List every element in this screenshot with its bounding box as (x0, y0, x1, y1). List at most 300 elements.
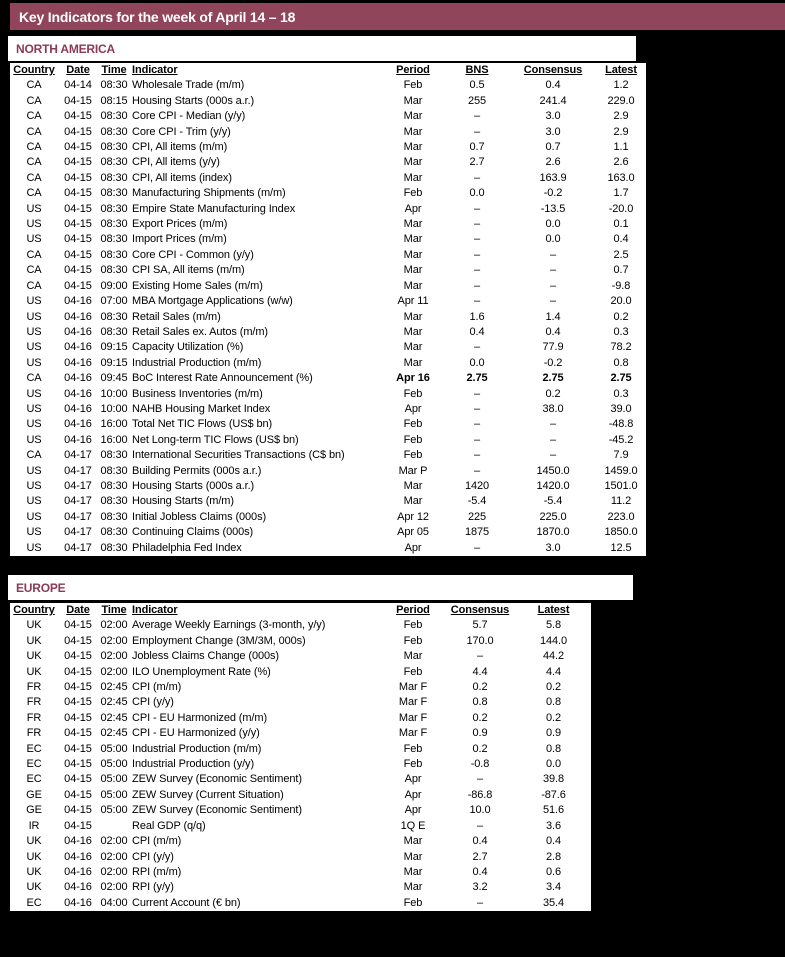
cell-bns: 1.6 (469, 310, 485, 323)
cell-indicator: RPI (m/m) (132, 865, 182, 878)
cell-consensus: 0.9 (472, 727, 488, 740)
table-row (10, 788, 591, 803)
cell-country: US (26, 541, 42, 554)
cell-bns: – (473, 233, 481, 246)
cell-indicator: ZEW Survey (Economic Sentiment) (132, 773, 302, 786)
column-header-label: Date (66, 64, 90, 76)
cell-date: 04-15 (64, 758, 92, 771)
cell-indicator: CPI (m/m) (132, 681, 182, 694)
cell-period: Mar F (398, 711, 428, 724)
cell-date: 04-17 (64, 464, 92, 477)
cell-period: Feb (403, 79, 423, 92)
cell-bns: – (473, 433, 481, 446)
cell-consensus: 77.9 (542, 341, 564, 354)
cell-indicator: CPI (m/m) (132, 835, 182, 848)
cell-latest: 229.0 (607, 94, 635, 107)
cell-country: US (26, 433, 42, 446)
cell-time: 08:30 (100, 495, 128, 508)
table-row (10, 510, 646, 525)
cell-time: 10:00 (100, 402, 128, 415)
cell-country: UK (26, 835, 42, 848)
table-row (10, 834, 591, 849)
cell-period: Mar (403, 233, 423, 246)
cell-country: US (26, 526, 42, 539)
cell-date: 04-16 (64, 310, 92, 323)
cell-latest: 0.8 (546, 696, 561, 709)
cell-date: 04-15 (64, 94, 92, 107)
table-row (10, 125, 646, 140)
cell-time: 08:30 (100, 218, 128, 231)
column-header-date (58, 63, 98, 78)
column-header-label: Time (101, 64, 127, 76)
cell-date: 04-15 (64, 727, 92, 740)
cell-latest: 0.8 (613, 356, 629, 369)
table-row (10, 310, 646, 325)
cell-date: 04-16 (64, 356, 92, 369)
cell-country: UK (26, 881, 42, 894)
cell-country: US (26, 356, 42, 369)
cell-time: 02:45 (100, 681, 128, 694)
cell-latest: 0.3 (613, 387, 629, 400)
cell-country: EC (26, 896, 42, 909)
cell-indicator: Industrial Production (m/m) (132, 356, 262, 369)
cell-period: Mar F (398, 727, 428, 740)
header-row (10, 63, 646, 78)
cell-period: Apr (404, 788, 422, 801)
cell-indicator: CPI - EU Harmonized (m/m) (132, 711, 268, 724)
cell-time: 02:00 (100, 634, 128, 647)
cell-time: 02:00 (100, 835, 128, 848)
cell-indicator: Initial Jobless Claims (000s) (132, 510, 267, 523)
cell-consensus: 3.2 (472, 881, 488, 894)
column-header-label: Latest (605, 64, 637, 76)
cell-latest: 1.2 (613, 79, 629, 92)
cell-country: CA (26, 171, 42, 184)
cell-consensus: 170.0 (466, 634, 494, 647)
cell-time: 08:30 (100, 479, 128, 492)
cell-period: Feb (403, 418, 423, 431)
cell-consensus: 0.8 (472, 696, 488, 709)
table-row (10, 865, 591, 880)
table-row (10, 757, 591, 772)
table-row (10, 742, 591, 757)
cell-period: Mar F (398, 696, 428, 709)
cell-time: 08:30 (100, 125, 128, 138)
cell-time: 02:45 (100, 696, 128, 709)
cell-bns: 0.0 (469, 187, 485, 200)
cell-period: Mar (403, 325, 423, 338)
cell-bns: – (473, 295, 481, 308)
cell-latest: 35.4 (542, 896, 564, 909)
cell-consensus: -0.8 (470, 758, 490, 771)
table-row (10, 494, 646, 509)
cell-country: CA (26, 110, 42, 123)
cell-consensus: 0.4 (545, 325, 561, 338)
cell-period: Feb (403, 433, 423, 446)
cell-period: Mar (403, 141, 423, 154)
cell-date: 04-16 (64, 418, 92, 431)
cell-bns: 2.75 (466, 372, 488, 385)
cell-indicator: Core CPI - Median (y/y) (132, 110, 246, 123)
cell-country: GE (26, 804, 42, 817)
table-row (10, 402, 646, 417)
cell-indicator: Philadelphia Fed Index (132, 541, 242, 554)
cell-period: Mar (403, 125, 423, 138)
cell-time: 08:30 (100, 141, 128, 154)
cell-latest: 39.0 (610, 402, 632, 415)
cell-country: US (26, 325, 42, 338)
cell-time: 08:30 (100, 202, 128, 215)
cell-indicator: Empire State Manufacturing Index (132, 202, 296, 215)
cell-country: US (26, 233, 42, 246)
cell-consensus: 2.6 (545, 156, 561, 169)
cell-indicator: CPI (y/y) (132, 850, 174, 863)
table-row (10, 202, 646, 217)
cell-latest: 144.0 (539, 634, 568, 647)
column-header-period (382, 63, 444, 78)
column-header-label: Period (396, 604, 430, 616)
table-row (10, 294, 646, 309)
cell-latest: 1.7 (613, 187, 629, 200)
table-row (10, 78, 646, 93)
cell-consensus: 3.0 (545, 110, 561, 123)
cell-country: CA (26, 449, 42, 462)
cell-indicator: Core CPI - Trim (y/y) (132, 125, 231, 138)
cell-bns: – (473, 449, 481, 462)
cell-consensus: 3.0 (545, 541, 561, 554)
cell-bns: – (473, 464, 481, 477)
cell-period: Mar (403, 279, 423, 292)
column-header-label: Country (13, 604, 55, 616)
cell-latest: 1501.0 (604, 479, 638, 492)
column-header-label: Date (66, 604, 90, 616)
cell-date: 04-15 (64, 218, 92, 231)
cell-latest: -87.6 (541, 788, 566, 801)
cell-bns: 0.0 (469, 356, 485, 369)
cell-date: 04-15 (64, 233, 92, 246)
cell-country: US (26, 295, 42, 308)
cell-indicator: CPI - EU Harmonized (y/y) (132, 727, 260, 740)
cell-time: 08:30 (100, 187, 128, 200)
cell-date: 04-17 (64, 479, 92, 492)
cell-date: 04-16 (64, 896, 92, 909)
cell-time: 02:00 (100, 650, 128, 663)
cell-time: 07:00 (100, 295, 128, 308)
cell-date: 04-16 (64, 850, 92, 863)
section-title-europe: EUROPE (16, 580, 66, 595)
cell-date: 04-15 (64, 711, 92, 724)
table-row (10, 325, 646, 340)
cell-indicator: NAHB Housing Market Index (132, 402, 271, 415)
cell-country: EC (26, 773, 42, 786)
cell-date: 04-17 (64, 495, 92, 508)
cell-country: FR (26, 681, 42, 694)
cell-period: Feb (403, 665, 423, 678)
column-header-label: Period (396, 64, 430, 76)
cell-latest: 78.2 (610, 341, 632, 354)
cell-date: 04-15 (64, 171, 92, 184)
cell-latest: 1.1 (613, 141, 629, 154)
cell-consensus: 0.2 (472, 742, 488, 755)
cell-consensus: – (549, 449, 557, 462)
cell-date: 04-15 (64, 819, 92, 832)
cell-period: Apr (404, 402, 422, 415)
cell-country: US (26, 402, 42, 415)
cell-indicator: Core CPI - Common (y/y) (132, 248, 254, 261)
cell-consensus: – (549, 279, 557, 292)
cell-time: 02:00 (100, 619, 128, 632)
cell-time: 05:00 (100, 804, 128, 817)
cell-bns: – (473, 218, 481, 231)
cell-consensus: 0.0 (545, 233, 561, 246)
page-title: Key Indicators for the week of April 14 – 18 (19, 8, 296, 25)
cell-consensus: – (476, 896, 484, 909)
cell-date: 04-15 (64, 279, 92, 292)
cell-time: 08:30 (100, 541, 128, 554)
cell-period: Mar (403, 479, 423, 492)
cell-consensus: 241.4 (539, 94, 567, 107)
cell-indicator: RPI (y/y) (132, 881, 174, 894)
cell-period: Apr 11 (397, 295, 429, 308)
cell-indicator: Export Prices (m/m) (132, 218, 228, 231)
cell-date: 04-15 (64, 187, 92, 200)
cell-consensus: 1.4 (545, 310, 561, 323)
cell-indicator: ILO Unemployment Rate (%) (132, 665, 271, 678)
column-header-label: BNS (465, 64, 489, 76)
cell-date: 04-15 (64, 742, 92, 755)
cell-latest: 2.75 (610, 372, 632, 385)
cell-bns: – (473, 418, 481, 431)
cell-period: Feb (403, 387, 423, 400)
cell-country: US (26, 341, 42, 354)
table-row (10, 387, 646, 402)
cell-consensus: -0.2 (543, 187, 563, 200)
cell-country: UK (26, 619, 42, 632)
cell-period: Mar (403, 171, 423, 184)
cell-consensus: 3.0 (545, 125, 561, 138)
cell-consensus: – (549, 433, 557, 446)
cell-date: 04-16 (64, 325, 92, 338)
cell-latest: 163.0 (607, 171, 635, 184)
cell-period: Mar (403, 356, 423, 369)
cell-date: 04-16 (64, 402, 92, 415)
cell-consensus: 0.0 (545, 218, 561, 231)
cell-country: EC (26, 758, 42, 771)
cell-consensus: 0.2 (472, 681, 488, 694)
column-header-country (10, 603, 58, 618)
cell-bns: 2.7 (469, 156, 485, 169)
cell-indicator: Wholesale Trade (m/m) (132, 79, 245, 92)
cell-consensus: 4.4 (472, 665, 488, 678)
cell-date: 04-16 (64, 387, 92, 400)
column-header-date (58, 603, 98, 618)
cell-bns: 225 (467, 510, 487, 523)
cell-consensus: 10.0 (469, 804, 491, 817)
table-row (10, 248, 646, 263)
cell-date: 04-15 (64, 125, 92, 138)
cell-bns: 0.5 (469, 79, 485, 92)
cell-country: GE (26, 788, 42, 801)
cell-date: 04-16 (64, 372, 92, 385)
cell-period: Mar (403, 248, 423, 261)
cell-date: 04-15 (64, 156, 92, 169)
cell-indicator: Current Account (€ bn) (132, 896, 241, 909)
cell-time: 09:45 (100, 372, 128, 385)
cell-time: 08:30 (100, 264, 128, 277)
cell-country: CA (26, 187, 42, 200)
cell-bns: – (473, 110, 481, 123)
column-header-time (98, 603, 130, 618)
cell-indicator: Business Inventories (m/m) (132, 387, 263, 400)
cell-country: UK (26, 665, 42, 678)
cell-indicator: Manufacturing Shipments (m/m) (132, 187, 286, 200)
cell-latest: -9.8 (611, 279, 631, 292)
cell-country: FR (26, 711, 42, 724)
cell-time: 02:45 (100, 711, 128, 724)
column-header-label: Indicator (132, 64, 178, 76)
cell-period: Feb (403, 449, 423, 462)
cell-latest: 0.6 (546, 865, 561, 878)
cell-latest: 0.9 (546, 727, 561, 740)
table-row (10, 803, 591, 818)
cell-time: 08:30 (100, 310, 128, 323)
cell-country: US (26, 479, 42, 492)
cell-time: 02:45 (100, 727, 128, 740)
cell-country: CA (26, 79, 42, 92)
table-row (10, 186, 646, 201)
cell-bns: – (473, 202, 481, 215)
cell-time: 08:30 (100, 233, 128, 246)
cell-consensus: – (476, 819, 484, 832)
cell-indicator: Capacity Utilization (%) (132, 341, 244, 354)
cell-time: 02:00 (100, 665, 128, 678)
cell-indicator: ZEW Survey (Current Situation) (132, 788, 284, 801)
table-row (10, 726, 591, 741)
cell-latest: 0.1 (613, 218, 629, 231)
cell-latest: 0.4 (546, 835, 561, 848)
cell-latest: 1850.0 (604, 526, 638, 539)
cell-indicator: International Securities Transactions (C$ bn) (132, 449, 345, 462)
cell-period: Mar (403, 156, 423, 169)
cell-bns: – (473, 387, 481, 400)
cell-date: 04-15 (64, 696, 92, 709)
cell-latest: 223.0 (607, 510, 635, 523)
cell-time: 09:15 (100, 356, 128, 369)
cell-time: 08:30 (100, 510, 128, 523)
cell-time: 02:00 (100, 850, 128, 863)
cell-date: 04-17 (64, 526, 92, 539)
cell-indicator: Average Weekly Earnings (3-month, y/y) (132, 619, 326, 632)
cell-indicator: Retail Sales (m/m) (132, 310, 221, 323)
table-row (10, 217, 646, 232)
cell-consensus: – (476, 773, 484, 786)
cell-date: 04-15 (64, 681, 92, 694)
table-row (10, 618, 591, 633)
table-row (10, 171, 646, 186)
cell-latest: 0.8 (546, 742, 561, 755)
cell-indicator: Housing Starts (000s a.r.) (132, 479, 255, 492)
cell-consensus: 0.4 (472, 835, 488, 848)
cell-indicator: Building Permits (000s a.r.) (132, 464, 262, 477)
cell-latest: 2.6 (613, 156, 629, 169)
cell-time: 10:00 (100, 387, 128, 400)
cell-bns: -5.4 (467, 495, 487, 508)
cell-latest: 11.2 (610, 495, 632, 508)
table-row (10, 649, 591, 664)
cell-indicator: MBA Mortgage Applications (w/w) (132, 295, 293, 308)
cell-indicator: Industrial Production (y/y) (132, 758, 255, 771)
cell-time: 08:30 (100, 526, 128, 539)
table-row (10, 340, 646, 355)
cell-latest: 0.7 (613, 264, 629, 277)
column-header-consensus (510, 63, 596, 78)
cell-country: US (26, 218, 42, 231)
cell-period: Feb (403, 896, 423, 909)
table-row (10, 634, 591, 649)
cell-country: UK (26, 634, 42, 647)
cell-period: Apr (404, 804, 422, 817)
cell-indicator: CPI SA, All items (m/m) (132, 264, 245, 277)
cell-bns: 1420 (464, 479, 490, 492)
cell-period: Mar (403, 94, 423, 107)
cell-bns: 0.4 (469, 325, 485, 338)
cell-period: Apr 05 (397, 526, 429, 539)
cell-period: Feb (403, 634, 423, 647)
table-row (10, 371, 646, 386)
cell-time: 08:30 (100, 248, 128, 261)
cell-date: 04-15 (64, 634, 92, 647)
cell-latest: 44.2 (542, 650, 564, 663)
indicators-table-europe (10, 603, 591, 911)
cell-country: FR (26, 696, 42, 709)
table-row (10, 896, 591, 911)
cell-period: 1Q E (400, 819, 426, 832)
column-header-indicator (130, 603, 382, 618)
cell-time: 08:30 (100, 464, 128, 477)
cell-date: 04-15 (64, 650, 92, 663)
cell-bns: – (473, 171, 481, 184)
cell-time: 08:30 (100, 156, 128, 169)
cell-latest: -20.0 (608, 202, 634, 215)
cell-bns: – (473, 248, 481, 261)
cell-period: Mar (403, 650, 423, 663)
cell-consensus: 0.4 (545, 79, 561, 92)
indicators-table-north-america (10, 63, 646, 556)
cell-latest: 2.9 (613, 110, 629, 123)
cell-date: 04-15 (64, 141, 92, 154)
cell-date: 04-16 (64, 295, 92, 308)
cell-latest: 39.8 (542, 773, 564, 786)
cell-indicator: Housing Starts (000s a.r.) (132, 94, 255, 107)
table-row (10, 880, 591, 895)
column-header-consensus (444, 603, 516, 618)
cell-period: Mar (403, 110, 423, 123)
cell-latest: 0.2 (546, 681, 561, 694)
cell-consensus: -5.4 (543, 495, 563, 508)
cell-latest: 5.8 (546, 619, 561, 632)
cell-date: 04-15 (64, 264, 92, 277)
cell-latest: 1459.0 (604, 464, 638, 477)
cell-bns: 0.7 (469, 141, 485, 154)
cell-indicator: Existing Home Sales (m/m) (132, 279, 263, 292)
cell-indicator: Employment Change (3M/3M, 000s) (132, 634, 306, 647)
cell-date: 04-15 (64, 619, 92, 632)
column-header-time (98, 63, 130, 78)
table-row (10, 140, 646, 155)
cell-bns: – (473, 125, 481, 138)
cell-time: 08:15 (100, 94, 128, 107)
north-america-table-container (8, 61, 648, 558)
